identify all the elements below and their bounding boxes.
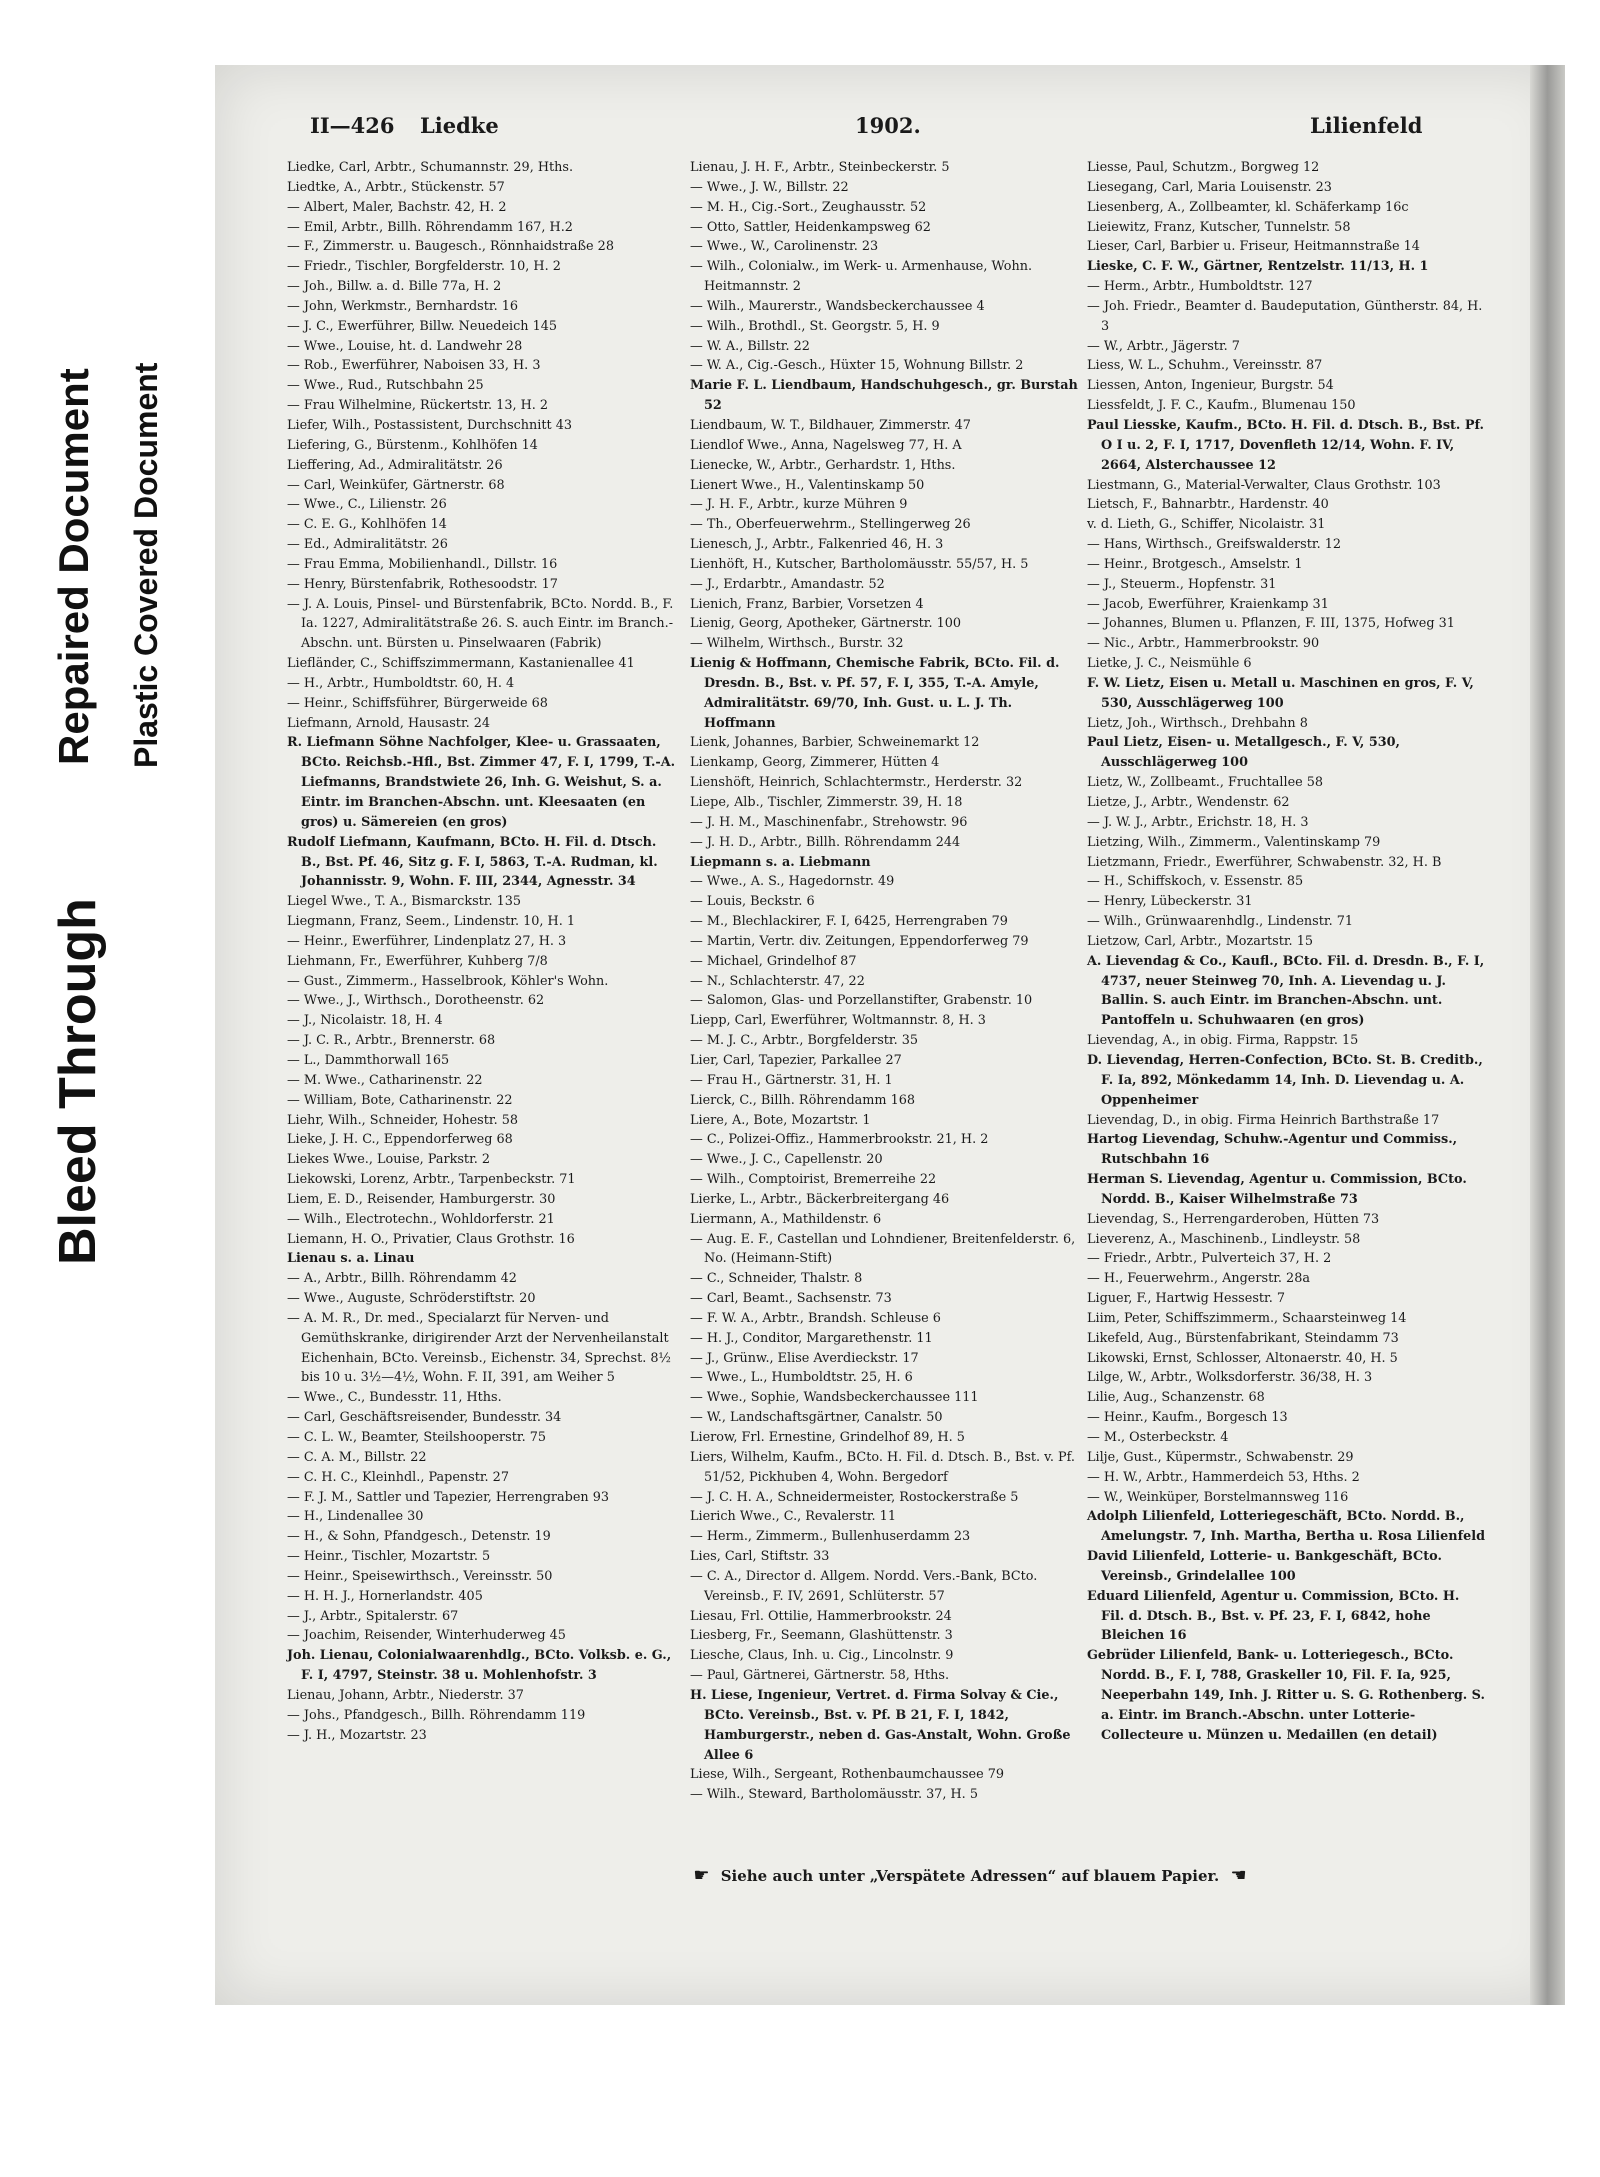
directory-entry: — Wilh., Grünwaarenhdlg., Lindenstr. 71 (1087, 914, 1353, 930)
directory-entry: — F. J. M., Sattler und Tapezier, Herrengraben 93 (287, 1489, 610, 1505)
directory-entry: Lienau, Johann, Arbtr., Niederstr. 37 (287, 1687, 524, 1703)
directory-entry: Lierow, Frl. Ernestine, Grindelhof 89, H. 5 (690, 1430, 965, 1445)
directory-entry: David Lilienfeld, Lotterie- u. Bankgeschäft, BCto. Vereinsb., Grindelallee 100 (1087, 1549, 1442, 1584)
directory-entry: — J., Grünw., Elise Averdieckstr. 17 (690, 1350, 919, 1366)
directory-entry: — Nic., Arbtr., Hammerbrookstr. 90 (1087, 636, 1320, 652)
directory-entry: Liekes Wwe., Louise, Parkstr. 2 (287, 1152, 491, 1168)
directory-entry: — Wwe., Rud., Rutschbahn 25 (287, 378, 484, 394)
directory-entry: — C. E. G., Kohlhöfen 14 (287, 517, 447, 533)
directory-entry: — Martin, Vertr. div. Zeitungen, Eppendorferweg 79 (690, 933, 1029, 949)
directory-entry: — Heinr., Speisewirthsch., Vereinsstr. 50 (287, 1568, 553, 1584)
label-repaired-document: Repaired Document (50, 368, 97, 765)
label-bleed-through: Bleed Through (49, 898, 107, 1265)
directory-entry: — H. J., Conditor, Margarethenstr. 11 (690, 1330, 933, 1346)
directory-entry: — Carl, Geschäftsreisender, Bundesstr. 34 (287, 1410, 562, 1426)
directory-entry: Lienhöft, H., Kutscher, Bartholomäusstr. 55/57, H. 5 (690, 556, 1029, 572)
column-3 (1087, 158, 1487, 1746)
directory-entry: Liefländer, C., Schiffszimmermann, Kastanienallee 41 (287, 656, 635, 672)
directory-entry: — Wwe., W., Carolinenstr. 23 (690, 239, 879, 255)
directory-entry: Lienk, Johannes, Barbier, Schweinemarkt 12 (690, 735, 980, 751)
label-plastic-covered-document: Plastic Covered Document (128, 362, 164, 768)
directory-entry: — H., Lindenallee 30 (287, 1509, 424, 1525)
directory-entry: Liendbaum, W. T., Bildhauer, Zimmerstr. 47 (690, 417, 971, 433)
directory-entry: — W., Weinküper, Borstelmannsweg 116 (1087, 1489, 1349, 1505)
directory-entry: Lietzmann, Friedr., Ewerführer, Schwabenstr. 32, H. B (1087, 854, 1442, 870)
directory-entry: — Wwe., A. S., Hagedornstr. 49 (690, 874, 895, 890)
directory-entry: Gebrüder Lilienfeld, Bank- u. Lotteriegesch., BCto. Nordd. B., F. I, 788, Graskeller 10, Fil. F. Ia, 925, Neeperbahn 149, Inh. J. Ritter u. S. G. Rothenberg. S. a. Eintr. im Branch.-Abschn. unter Lotterie-Collecteure u. Münzen u. Medaillen (en detail) (1087, 1648, 1485, 1743)
directory-entry: Lier, Carl, Tapezier, Parkallee 27 (690, 1052, 902, 1068)
directory-entry: — M., Blechlackirer, F. I, 6425, Herrengraben 79 (690, 914, 1008, 930)
directory-entry: Lieffering, Ad., Admiralitätstr. 26 (287, 457, 503, 473)
pointing-hand-icon: ☛ (693, 1865, 710, 1886)
directory-entry: — Carl, Beamt., Sachsenstr. 73 (690, 1291, 892, 1307)
directory-entry: — Paul, Gärtnerei, Gärtnerstr. 58, Hths. (690, 1668, 950, 1684)
directory-entry: — J., Steuerm., Hopfenstr. 31 (1087, 576, 1277, 592)
directory-entry: — J., Nicolaistr. 18, H. 4 (287, 1013, 443, 1029)
directory-entry: Lietz, W., Zollbeamt., Fruchtallee 58 (1087, 775, 1324, 791)
directory-entry: Lieske, C. F. W., Gärtner, Rentzelstr. 11/13, H. 1 (1087, 259, 1429, 275)
directory-entry: Liem, E. D., Reisender, Hamburgerstr. 30 (287, 1191, 556, 1207)
directory-entry: — J. H. M., Maschinenfabr., Strehowstr. 96 (690, 814, 968, 830)
directory-entry: Liemann, H. O., Privatier, Claus Grothstr. 16 (287, 1231, 575, 1247)
page-footer (570, 1865, 1370, 1886)
directory-entry: Lienich, Franz, Barbier, Vorsetzen 4 (690, 596, 924, 612)
directory-entry: — Herm., Zimmerm., Bullenhuserdamm 23 (690, 1529, 971, 1545)
directory-entry: — Henry, Bürstenfabrik, Rothesoodstr. 17 (287, 576, 558, 592)
directory-entry: — W., Arbtr., Jägerstr. 7 (1087, 338, 1240, 354)
directory-entry: — Aug. E. F., Castellan und Lohndiener, Breitenfelderstr. 6, No. (Heimann-Stift) (690, 1231, 1076, 1267)
directory-entry: Lietsch, F., Bahnarbtr., Hardenstr. 40 (1087, 497, 1329, 513)
directory-entry: Liers, Wilhelm, Kaufm., BCto. H. Fil. d. Dtsch. B., Bst. v. Pf. 51/52, Pickhuben 4, Wohn. Bergedorf (690, 1449, 1075, 1485)
directory-entry: Lilge, W., Arbtr., Wolksdorferstr. 36/38, H. 3 (1087, 1370, 1373, 1386)
directory-entry: Liesse, Paul, Schutzm., Borgweg 12 (1087, 160, 1320, 175)
directory-entry: Liedtke, A., Arbtr., Stückenstr. 57 (287, 179, 505, 195)
directory-entry: — Jacob, Ewerführer, Kraienkamp 31 (1087, 596, 1329, 612)
directory-entry: — Otto, Sattler, Heidenkampsweg 62 (690, 219, 931, 235)
directory-entry: — Wilh., Electrotechn., Wohldorferstr. 21 (287, 1211, 555, 1227)
directory-entry: — Johannes, Blumen u. Pflanzen, F. III, 1375, Hofweg 31 (1087, 616, 1455, 632)
directory-entry: — Frau Wilhelmine, Rückertstr. 13, H. 2 (287, 398, 549, 414)
directory-entry: Liegmann, Franz, Seem., Lindenstr. 10, H. 1 (287, 914, 575, 930)
directory-entry: Lietz, Joh., Wirthsch., Drehbahn 8 (1087, 715, 1308, 731)
directory-entry: — Frau Emma, Mobilienhandl., Dillstr. 16 (287, 556, 558, 572)
directory-entry: — Wwe., Louise, ht. d. Landwehr 28 (287, 338, 523, 354)
page-edge (1530, 65, 1565, 2005)
directory-entry: Liestmann, G., Material-Verwalter, Claus Grothstr. 103 (1087, 477, 1441, 493)
directory-entry: — W. A., Billstr. 22 (690, 338, 810, 354)
directory-entry: Liesenberg, A., Zollbeamter, kl. Schäferkamp 16c (1087, 199, 1409, 215)
directory-entry: — N., Schlachterstr. 47, 22 (690, 973, 865, 989)
directory-entry: — Gust., Zimmerm., Hasselbrook, Köhler's Wohn. (287, 973, 609, 989)
directory-entry: — Louis, Beckstr. 6 (690, 894, 815, 910)
directory-entry: — Wwe., Auguste, Schröderstiftstr. 20 (287, 1291, 536, 1307)
column-1 (287, 158, 677, 1746)
directory-entry: — Heinr., Kaufm., Borgesch 13 (1087, 1410, 1288, 1426)
directory-entry: Liessen, Anton, Ingenieur, Burgstr. 54 (1087, 378, 1334, 394)
directory-entry: — C. A. M., Billstr. 22 (287, 1449, 427, 1465)
directory-entry: Eduard Lilienfeld, Agentur u. Commission, BCto. H. Fil. d. Dtsch. B., Bst. v. Pf. 23, F. I, 6842, hohe Bleichen 16 (1087, 1588, 1460, 1644)
directory-entry: Lievendag, S., Herrengarderoben, Hütten 73 (1087, 1211, 1380, 1227)
directory-entry: Lievendag, A., in obig. Firma, Rappstr. 15 (1087, 1033, 1359, 1049)
directory-entry: Liere, A., Bote, Mozartstr. 1 (690, 1112, 871, 1128)
directory-entry: Lietzing, Wilh., Zimmerm., Valentinskamp 79 (1087, 834, 1381, 850)
directory-entry: — J., Erdarbtr., Amandastr. 52 (690, 576, 885, 592)
directory-entry: Liekowski, Lorenz, Arbtr., Tarpenbeckstr. 71 (287, 1172, 576, 1188)
directory-entry: — Carl, Weinküfer, Gärtnerstr. 68 (287, 477, 505, 493)
directory-entry: — H., & Sohn, Pfandgesch., Detenstr. 19 (287, 1529, 551, 1545)
directory-entry: — J. C. H. A., Schneidermeister, Rostockerstraße 5 (690, 1489, 1019, 1505)
directory-entry: Lienig & Hoffmann, Chemische Fabrik, BCto. Fil. d. Dresdn. B., Bst. v. Pf. 57, F. I, 355, T.-A. Amyle, Admiralitätstr. 69/70, Inh. Gust. u. L. J. Th. Hoffmann (690, 656, 1060, 731)
directory-entry: — Ed., Admiralitätstr. 26 (287, 537, 448, 553)
directory-entry: — Hans, Wirthsch., Greifswalderstr. 12 (1087, 537, 1342, 553)
directory-entry: Lietze, J., Arbtr., Wendenstr. 62 (1087, 795, 1290, 810)
directory-entry: — Johs., Pfandgesch., Billh. Röhrendamm 119 (287, 1707, 586, 1723)
directory-entry: — F. W. A., Arbtr., Brandsh. Schleuse 6 (690, 1310, 941, 1326)
directory-entry: — Joachim, Reisender, Winterhuderweg 45 (287, 1628, 566, 1644)
directory-entry: — H., Feuerwehrm., Angerstr. 28a (1087, 1271, 1310, 1287)
directory-entry: — Wwe., L., Humboldtstr. 25, H. 6 (690, 1370, 913, 1386)
directory-entry: Lienkamp, Georg, Zimmerer, Hütten 4 (690, 755, 940, 771)
directory-entry: — J. H. D., Arbtr., Billh. Röhrendamm 244 (690, 834, 961, 850)
directory-entry: Liermann, A., Mathildenstr. 6 (690, 1211, 882, 1227)
directory-entry: — Salomon, Glas- und Porzellanstifter, Grabenstr. 10 (690, 993, 1033, 1009)
directory-entry: — Albert, Maler, Bachstr. 42, H. 2 (287, 199, 507, 215)
directory-entry: — Wwe., J., Wirthsch., Dorotheenstr. 62 (287, 993, 545, 1009)
directory-entry: H. Liese, Ingenieur, Vertret. d. Firma Solvay & Cie., BCto. Vereinsb., Bst. v. Pf. B 21, F. I, 1842, Hamburgerstr., neben d. Gas-Anstalt, Wohn. Große Allee 6 (690, 1687, 1071, 1763)
directory-entry: Rudolf Liefmann, Kaufmann, BCto. H. Fil. d. Dtsch. B., Bst. Pf. 46, Sitz g. F. I, 5863, T.-A. Rudman, kl. Johannisstr. 9, Wohn. F. III, 2344, Agnesstr. 34 (287, 834, 658, 890)
directory-entry: — Heinr., Ewerführer, Lindenplatz 27, H. 3 (287, 933, 567, 949)
directory-entry: — Wilh., Maurerstr., Wandsbeckerchaussee 4 (690, 298, 985, 314)
directory-entry: — Wwe., C., Lilienstr. 26 (287, 497, 447, 513)
directory-entry: Liegel Wwe., T. A., Bismarckstr. 135 (287, 894, 522, 910)
directory-entry: Herman S. Lievendag, Agentur u. Commission, BCto. Nordd. B., Kaiser Wilhelmstraße 73 (1087, 1172, 1467, 1207)
directory-entry: Liefer, Wilh., Postassistent, Durchschnitt 43 (287, 417, 573, 433)
directory-entry: — C., Polizei-Offiz., Hammerbrookstr. 21, H. 2 (690, 1132, 989, 1148)
header-first-entry: Liedke (420, 113, 499, 138)
directory-entry: D. Lievendag, Herren-Confection, BCto. St. B. Creditb., F. Ia, 892, Mönkedamm 14, Inh. D. Lievendag u. A. Oppenheimer (1087, 1052, 1483, 1108)
directory-entry: Liessfeldt, J. F. C., Kaufm., Blumenau 150 (1087, 398, 1356, 414)
directory-entry: Liehr, Wilh., Schneider, Hohestr. 58 (287, 1112, 519, 1128)
header-last-entry: Lilienfeld (1310, 113, 1423, 138)
directory-entry: v. d. Lieth, G., Schiffer, Nicolaistr. 31 (1087, 517, 1326, 533)
directory-entry: Liepe, Alb., Tischler, Zimmerstr. 39, H. 18 (690, 795, 963, 810)
directory-entry: — Heinr., Brotgesch., Amselstr. 1 (1087, 556, 1303, 572)
directory-entry: — Herm., Arbtr., Humboldtstr. 127 (1087, 279, 1313, 295)
directory-entry: Lieverenz, A., Maschinenb., Lindleystr. 58 (1087, 1231, 1361, 1247)
directory-entry: Liehmann, Fr., Ewerführer, Kuhberg 7/8 (287, 953, 548, 969)
directory-entry: — Joh. Friedr., Beamter d. Baudeputation, Güntherstr. 84, H. 3 (1087, 298, 1483, 334)
directory-entry: Liesche, Claus, Inh. u. Cig., Lincolnstr. 9 (690, 1648, 954, 1664)
directory-entry: — Friedr., Arbtr., Pulverteich 37, H. 2 (1087, 1251, 1332, 1267)
directory-entry: — M. H., Cig.-Sort., Zeughausstr. 52 (690, 199, 927, 215)
directory-entry: — Emil, Arbtr., Billh. Röhrendamm 167, H.2 (287, 219, 573, 235)
directory-entry: — Joh., Billw. a. d. Bille 77a, H. 2 (287, 279, 502, 295)
directory-entry: Lieke, J. H. C., Eppendorferweg 68 (287, 1132, 513, 1148)
directory-entry: Lietke, J. C., Neismühle 6 (1087, 656, 1252, 672)
directory-entry: Lietzow, Carl, Arbtr., Mozartstr. 15 (1087, 933, 1313, 949)
directory-entry: Adolph Lilienfeld, Lotteriegeschäft, BCto. Nordd. B., Amelungstr. 7, Inh. Martha, Bertha u. Rosa Lilienfeld (1087, 1509, 1486, 1545)
directory-entry: Likefeld, Aug., Bürstenfabrikant, Steindamm 73 (1087, 1330, 1399, 1346)
directory-entry: — J. H. F., Arbtr., kurze Mühren 9 (690, 497, 908, 513)
directory-entry: — C. H. C., Kleinhdl., Papenstr. 27 (287, 1469, 509, 1485)
directory-entry: Lienecke, W., Arbtr., Gerhardstr. 1, Hths. (690, 457, 956, 473)
directory-entry: Lilje, Gust., Küpermstr., Schwabenstr. 29 (1087, 1449, 1354, 1465)
directory-entry: — Wilh., Colonialw., im Werk- u. Armenhause, Wohn. Heitmannstr. 2 (690, 259, 1033, 295)
directory-entry: — Wilhelm, Wirthsch., Burstr. 32 (690, 636, 904, 652)
directory-entry: — Frau H., Gärtnerstr. 31, H. 1 (690, 1072, 893, 1088)
directory-entry: — H., Schiffskoch, v. Essenstr. 85 (1087, 874, 1304, 890)
directory-entry: — A. M. R., Dr. med., Specialarzt für Nerven- und Gemüthskranke, dirigirender Arzt der Nervenheilanstalt Eichenhain, BCto. Vereinsb., Eichenstr. 34, Sprechst. 8½ bis 10 u. 3½—4½, Wohn. F. II, 391, am Weiher 5 (287, 1310, 671, 1386)
directory-entry: — W. A., Cig.-Gesch., Hüxter 15, Wohnung Billstr. 2 (690, 358, 1024, 374)
directory-entry: A. Lievendag & Co., Kaufl., BCto. Fil. d. Dresdn. B., F. I, 4737, neuer Steinweg 70, Inh. A. Lievendag u. J. Ballin. S. auch Eintr. im Branchen-Abschn. unt. Pantoffeln u. Schuhwaaren (en gros) (1087, 953, 1485, 1029)
directory-entry: Liedke, Carl, Arbtr., Schumannstr. 29, Hths. (287, 160, 574, 175)
directory-entry: Liess, W. L., Schuhm., Vereinsstr. 87 (1087, 358, 1323, 374)
directory-entry: — Heinr., Schiffsführer, Bürgerweide 68 (287, 695, 548, 711)
directory-entry: Liesau, Frl. Ottilie, Hammerbrookstr. 24 (690, 1608, 952, 1624)
directory-entry: Joh. Lienau, Colonialwaarenhdlg., BCto. Volksb. e. G., F. I, 4797, Steinstr. 38 u. Mohlenhofstr. 3 (287, 1648, 672, 1684)
directory-entry: — Wwe., C., Bundesstr. 11, Hths. (287, 1390, 502, 1406)
directory-entry: — Henry, Lübeckerstr. 31 (1087, 894, 1253, 910)
directory-entry: — Wwe., Sophie, Wandsbeckerchaussee 111 (690, 1390, 979, 1406)
directory-entry: Lies, Carl, Stiftstr. 33 (690, 1549, 830, 1565)
directory-entry: — J. H., Mozartstr. 23 (287, 1727, 427, 1743)
directory-entry: Lievendag, D., in obig. Firma Heinrich Barthstraße 17 (1087, 1112, 1440, 1128)
directory-entry: Lierich Wwe., C., Revalerstr. 11 (690, 1509, 896, 1525)
directory-page (215, 65, 1565, 2005)
directory-entry: Liesegang, Carl, Maria Louisenstr. 23 (1087, 179, 1332, 195)
directory-entry: Liepmann s. a. Liebmann (690, 854, 871, 870)
directory-entry: — W., Landschaftsgärtner, Canalstr. 50 (690, 1410, 943, 1426)
directory-entry: Lienert Wwe., H., Valentinskamp 50 (690, 477, 925, 493)
directory-entry: — John, Werkmstr., Bernhardstr. 16 (287, 298, 518, 314)
directory-entry: — H., Arbtr., Humboldtstr. 60, H. 4 (287, 675, 515, 691)
directory-entry: — Wilh., Steward, Bartholomäusstr. 37, H. 5 (690, 1787, 978, 1803)
directory-entry: Marie F. L. Liendbaum, Handschuhgesch., gr. Burstah 52 (690, 378, 1078, 414)
directory-entry: — J. C., Ewerführer, Billw. Neuedeich 145 (287, 318, 558, 334)
directory-entry: — C. A., Director d. Allgem. Nordd. Vers.-Bank, BCto. Vereinsb., F. IV, 2691, Schlüterstr. 57 (690, 1568, 1038, 1604)
directory-entry: — Heinr., Tischler, Mozartstr. 5 (287, 1549, 491, 1565)
directory-entry: — M. J. C., Arbtr., Borgfelderstr. 35 (690, 1033, 919, 1049)
directory-entry: — Th., Oberfeuerwehrm., Stellingerweg 26 (690, 517, 971, 533)
directory-entry: — Wilh., Comptoirist, Bremerreihe 22 (690, 1172, 937, 1188)
directory-entry: Liguer, F., Hartwig Hessestr. 7 (1087, 1291, 1286, 1307)
column-2 (690, 158, 1080, 1805)
directory-entry: — L., Dammthorwall 165 (287, 1052, 450, 1068)
directory-entry: Lieser, Carl, Barbier u. Friseur, Heitmannstraße 14 (1087, 239, 1420, 255)
directory-entry: — J. A. Louis, Pinsel- und Bürstenfabrik, BCto. Nordd. B., F. Ia. 1227, Admiralitätstraße 26. S. auch Eintr. im Branch.-Abschn. unt. Bürsten u. Pinselwaaren (Fabrik) (287, 596, 674, 652)
directory-entry: — M., Osterbeckstr. 4 (1087, 1430, 1229, 1445)
directory-entry: Liepp, Carl, Ewerführer, Woltmannstr. 8, H. 3 (690, 1013, 986, 1029)
directory-entry: — Wwe., J. W., Billstr. 22 (690, 179, 849, 195)
directory-entry: — C., Schneider, Thalstr. 8 (690, 1271, 863, 1287)
directory-entry: — F., Zimmerstr. u. Baugesch., Rönnhaidstraße 28 (287, 239, 614, 255)
page-number: II—426 (310, 113, 395, 138)
directory-entry: Lienesch, J., Arbtr., Falkenried 46, H. 3 (690, 537, 944, 553)
directory-entry: — J. C. R., Arbtr., Brennerstr. 68 (287, 1033, 496, 1049)
directory-entry: Likowski, Ernst, Schlosser, Altonaerstr. 40, H. 5 (1087, 1350, 1398, 1366)
directory-entry: Liefering, G., Bürstenm., Kohlhöfen 14 (287, 437, 538, 453)
directory-entry: — H. H. J., Hornerlandstr. 405 (287, 1588, 483, 1604)
directory-entry: — J., Arbtr., Spitalerstr. 67 (287, 1608, 459, 1624)
directory-entry: Hartog Lievendag, Schuhw.-Agentur und Commiss., Rutschbahn 16 (1087, 1132, 1458, 1168)
directory-entry: Lienshöft, Heinrich, Schlachtermstr., Herderstr. 32 (690, 775, 1023, 791)
pointing-hand-icon: ☚ (1230, 1865, 1247, 1886)
directory-entry: — H. W., Arbtr., Hammerdeich 53, Hths. 2 (1087, 1469, 1360, 1485)
header-year: 1902. (855, 113, 921, 138)
directory-entry: R. Liefmann Söhne Nachfolger, Klee- u. Grassaaten, BCto. Reichsb.-Hfl., Bst. Zimmer 47, F. I, 1799, T.-A. Liefmanns, Brandstwiete 26, Inh. G. Weishut, S. a. Eintr. im Branchen-Abschn. unt. Kleesaaten (en gros) u. Sämereien (en gros) (287, 735, 676, 830)
directory-entry: Lierke, L., Arbtr., Bäckerbreitergang 46 (690, 1191, 950, 1207)
directory-entry: — C. L. W., Beamter, Steilshooperstr. 75 (287, 1430, 546, 1445)
footer-note: Siehe auch unter „Verspätete Adressen“ auf blauem Papier. (720, 1867, 1220, 1885)
directory-entry: — Wilh., Brothdl., St. Georgstr. 5, H. 9 (690, 318, 940, 334)
directory-entry: — J. W. J., Arbtr., Erichstr. 18, H. 3 (1087, 814, 1309, 830)
directory-entry: Liesberg, Fr., Seemann, Glashüttenstr. 3 (690, 1628, 953, 1644)
directory-entry: — A., Arbtr., Billh. Röhrendamm 42 (287, 1271, 517, 1287)
directory-entry: — Michael, Grindelhof 87 (690, 953, 857, 969)
directory-entry: Lienig, Georg, Apotheker, Gärtnerstr. 100 (690, 616, 962, 632)
page-header (310, 113, 1530, 147)
directory-entry: Lilie, Aug., Schanzenstr. 68 (1087, 1390, 1265, 1406)
directory-entry: — William, Bote, Catharinenstr. 22 (287, 1092, 513, 1108)
directory-entry: — Rob., Ewerführer, Naboisen 33, H. 3 (287, 358, 541, 374)
directory-entry: Paul Lietz, Eisen- u. Metallgesch., F. V, 530, Ausschlägerweg 100 (1087, 735, 1400, 771)
directory-entry: Lieiewitz, Franz, Kutscher, Tunnelstr. 58 (1087, 219, 1351, 235)
directory-entry: — Wwe., J. C., Capellenstr. 20 (690, 1152, 883, 1168)
directory-entry: Liim, Peter, Schiffszimmerm., Schaarsteinweg 14 (1087, 1310, 1407, 1326)
directory-entry: Liendlof Wwe., Anna, Nagelsweg 77, H. A (690, 437, 962, 453)
directory-entry: Lienau s. a. Linau (287, 1251, 415, 1267)
directory-entry: Lienau, J. H. F., Arbtr., Steinbeckerstr. 5 (690, 160, 950, 175)
directory-entry: Liefmann, Arnold, Hausastr. 24 (287, 715, 491, 731)
directory-entry: — Friedr., Tischler, Borgfelderstr. 10, H. 2 (287, 259, 561, 275)
directory-entry: Liese, Wilh., Sergeant, Rothenbaumchaussee 79 (690, 1767, 1005, 1783)
directory-entry: F. W. Lietz, Eisen u. Metall u. Maschinen en gros, F. V, 530, Ausschlägerweg 100 (1087, 675, 1474, 711)
directory-entry: Lierck, C., Billh. Röhrendamm 168 (690, 1092, 916, 1108)
directory-entry: — M. Wwe., Catharinenstr. 22 (287, 1072, 483, 1088)
directory-entry: Paul Liesske, Kaufm., BCto. H. Fil. d. Dtsch. B., Bst. Pf. O I u. 2, F. I, 1717, Dovenfleth 12/14, Wohn. F. IV, 2664, Alsterchaussee 12 (1087, 417, 1484, 473)
